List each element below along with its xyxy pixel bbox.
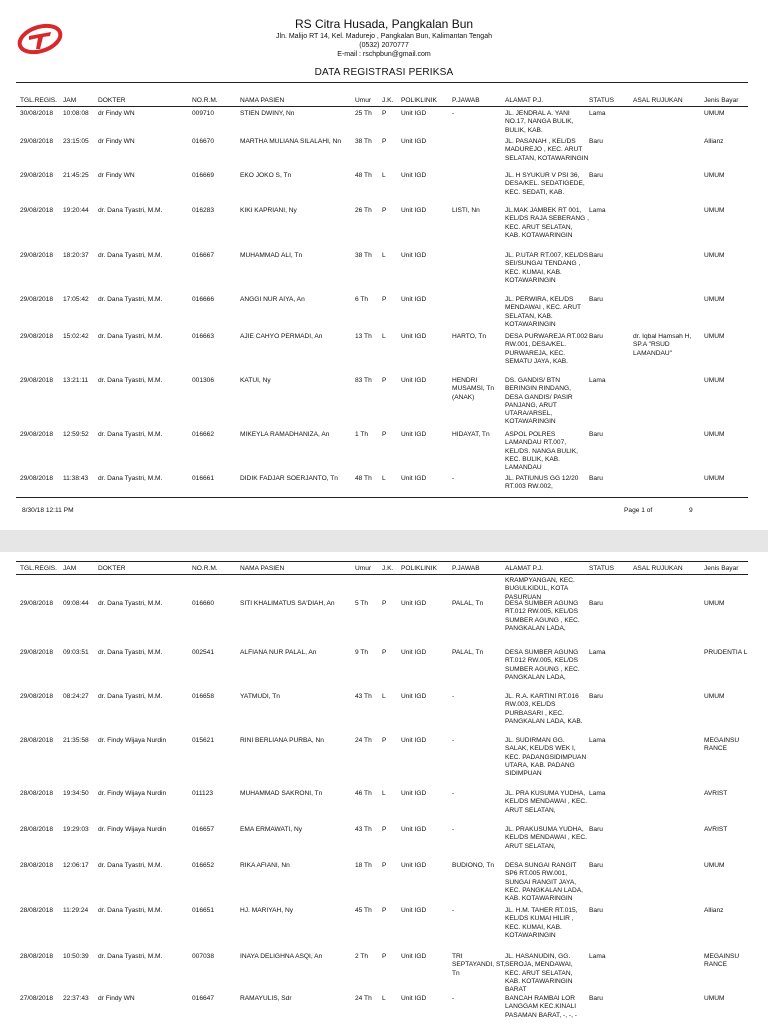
col-jam-cell: 10:50:39	[63, 953, 89, 960]
col-no-rm-cell: 016657	[192, 826, 215, 833]
col-jk-cell: P	[382, 600, 387, 607]
col-dokter-cell: dr. Dana Tyastri, M.M.	[98, 252, 163, 259]
col-dokter-cell: dr Findy WN	[98, 172, 135, 179]
col-dokter-cell: dr. Dana Tyastri, M.M.	[98, 600, 163, 607]
col-tgl-regis-header: TGL.REGIS.	[20, 97, 58, 104]
col-umur-cell: 1 Th	[355, 431, 369, 438]
col-umur-cell: 48 Th	[355, 475, 372, 482]
col-jam-cell: 09:03:51	[63, 649, 89, 656]
col-jk-cell: L	[382, 252, 386, 259]
col-no-rm-cell: 016647	[192, 995, 215, 1002]
top-divider	[16, 561, 748, 562]
col-poliklinik-cell: Unit IGD	[401, 953, 427, 960]
col-jk-cell: L	[382, 333, 386, 340]
col-pjawab-cell: TRI SEPTAYANDI, ST, Tn	[452, 953, 506, 977]
col-asal-rujukan-cell: dr. Iqbal Hamsah H, SP.A "RSUD LAMANDAU"	[633, 333, 692, 357]
col-umur-cell: 48 Th	[355, 172, 372, 179]
col-no-rm-cell: 016660	[192, 600, 215, 607]
col-jam-cell: 19:34:50	[63, 790, 89, 797]
col-pjawab-cell: -	[452, 693, 455, 700]
col-alamat-pj-cell: JL. PRAKUSUMA YUDHA, KEL/DS MENDAWAI , KEC. ARUT SELATAN,	[505, 826, 587, 850]
col-poliklinik-cell: Unit IGD	[401, 693, 427, 700]
col-no-rm-cell: 016667	[192, 252, 215, 259]
col-dokter-cell: dr Findy WN	[98, 138, 135, 145]
col-umur-cell: 5 Th	[355, 600, 369, 607]
col-jam-cell: 21:35:58	[63, 737, 89, 744]
header-divider	[16, 106, 748, 107]
col-status-cell: Baru	[589, 995, 603, 1002]
col-pjawab-header: P.JAWAB	[452, 565, 480, 572]
col-poliklinik-cell: Unit IGD	[401, 172, 427, 179]
col-umur-cell: 2 Th	[355, 953, 369, 960]
col-jk-cell: P	[382, 826, 387, 833]
col-jam-header: JAM	[63, 565, 77, 572]
col-jam-cell: 09:08:44	[63, 600, 89, 607]
col-poliklinik-cell: Unit IGD	[401, 296, 427, 303]
col-tgl-regis-cell: 29/08/2018	[20, 693, 54, 700]
col-umur-cell: 46 Th	[355, 790, 372, 797]
col-umur-header: Umur	[355, 565, 372, 572]
col-pjawab-cell: -	[452, 907, 455, 914]
header-divider	[16, 574, 748, 575]
col-nama-pasien-cell: MUHAMMAD ALI, Tn	[240, 252, 303, 259]
col-status-cell: Baru	[589, 907, 603, 914]
col-nama-pasien-cell: KATUI, Ny	[240, 377, 271, 384]
col-poliklinik-cell: Unit IGD	[401, 138, 427, 145]
col-no-rm-header: NO.R.M.	[192, 565, 218, 572]
col-jenis-bayar-cell: AVRIST	[704, 790, 728, 797]
col-tgl-regis-cell: 29/08/2018	[20, 333, 54, 340]
col-nama-pasien-cell: EKO JOKO S, Tn	[240, 172, 292, 179]
col-nama-pasien-cell: SITI KHALIMATUS SA'DIAH, An	[240, 600, 335, 607]
hospital-name: RS Citra Husada, Pangkalan Bun	[294, 17, 474, 31]
col-no-rm-cell: 016658	[192, 693, 215, 700]
col-poliklinik-cell: Unit IGD	[401, 907, 427, 914]
col-jenis-bayar-cell: UMUM	[704, 431, 725, 438]
col-jk-cell: P	[382, 431, 387, 438]
col-jenis-bayar-cell: UMUM	[704, 110, 725, 117]
col-jenis-bayar-cell: UMUM	[704, 172, 725, 179]
col-jam-cell: 08:24:27	[63, 693, 89, 700]
col-nama-pasien-cell: RINI BERLIANA PURBA, Nn	[240, 737, 324, 744]
col-nama-pasien-cell: YATMUDI, Tn	[240, 693, 280, 700]
col-tgl-regis-cell: 28/08/2018	[20, 907, 54, 914]
col-umur-cell: 45 Th	[355, 907, 372, 914]
col-dokter-cell: dr. Findy Wijaya Nurdin	[98, 790, 167, 797]
col-alamat-pj-cell: BANCAH RAMBAI LOR LANGGAM KEC.KINALI PASAMAN BARAT, -, -, -	[505, 995, 577, 1019]
col-nama-pasien-cell: ALFIANA NUR PALAL, An	[240, 649, 317, 656]
col-jam-cell: 23:15:05	[63, 138, 89, 145]
col-alamat-pj-cell: JL. JENDRAL A. YANI NO.17, NANGA BULIK, BULIK, KAB.	[505, 110, 574, 134]
col-jam-cell: 19:20:44	[63, 207, 89, 214]
col-nama-pasien-cell: MUHAMMAD SAKRONI, Tn	[240, 790, 323, 797]
col-pjawab-cell: BUDIONO, Tn	[452, 862, 495, 869]
col-nama-pasien-cell: EMA ERMAWATI, Ny	[240, 826, 303, 833]
col-jam-cell: 10:08:08	[63, 110, 89, 117]
col-jenis-bayar-cell: UMUM	[704, 207, 725, 214]
col-jenis-bayar-cell: UMUM	[704, 862, 725, 869]
col-alamat-pj-cell: DESA PURWAREJA RT.002 RW.001, DESA/KEL. PURWAREJA, KEC. SEMATU JAYA, KAB.	[505, 333, 588, 365]
col-jam-cell: 12:06:17	[63, 862, 89, 869]
col-alamat-pj-cell: ASPOL POLRES LAMANDAU RT.007, KEL/DS. NANGA BULIK, KEC. BULIK, KAB. LAMANDAU	[505, 431, 578, 472]
col-alamat-pj-cell: JL.MAK JAMBEK RT 001, KEL/DS RAJA SEBERANG , KEC. ARUT SELATAN, KAB. KOTAWARINGIN	[505, 207, 589, 239]
col-status-cell: Lama	[589, 377, 606, 384]
col-no-rm-cell: 016669	[192, 172, 215, 179]
col-asal-rujukan-header: ASAL RUJUKAN	[633, 565, 683, 572]
col-tgl-regis-cell: 27/08/2018	[20, 995, 54, 1002]
col-tgl-regis-header: TGL.REGIS.	[20, 565, 58, 572]
col-alamat-pj-cell: JL. H.M. TAHER RT.015, KEL/DS KUMAI HILIR , KEC. KUMAI, KAB. KOTAWARINGIN	[505, 907, 578, 939]
col-alamat-pj-cell: JL. PASANAH , KEL/DS MADUREJO , KEC. ARUT SELATAN, KOTAWARINGIN	[505, 138, 589, 162]
col-tgl-regis-cell: 28/08/2018	[20, 790, 54, 797]
col-no-rm-cell: 016651	[192, 907, 215, 914]
col-pjawab-cell: -	[452, 995, 455, 1002]
col-no-rm-cell: 001306	[192, 377, 215, 384]
col-tgl-regis-cell: 29/08/2018	[20, 296, 54, 303]
col-dokter-cell: dr Findy WN	[98, 110, 135, 117]
col-umur-cell: 24 Th	[355, 737, 372, 744]
col-pjawab-cell: PALAL, Tn	[452, 649, 484, 656]
page-separator	[0, 530, 768, 552]
col-poliklinik-cell: Unit IGD	[401, 333, 427, 340]
col-poliklinik-cell: Unit IGD	[401, 252, 427, 259]
col-status-cell: Baru	[589, 600, 603, 607]
col-nama-pasien-cell: KIKI KAPRIANI, Ny	[240, 207, 297, 214]
col-jk-cell: P	[382, 953, 387, 960]
col-jenis-bayar-cell: UMUM	[704, 296, 725, 303]
col-status-cell: Lama	[589, 737, 606, 744]
col-jam-cell: 17:05:42	[63, 296, 89, 303]
col-no-rm-cell: 016283	[192, 207, 215, 214]
col-jenis-bayar-cell: UMUM	[704, 693, 725, 700]
col-no-rm-cell: 011123	[192, 790, 214, 797]
col-alamat-pj-cell: JL. PATIUNUS GG 12/20 RT.003 RW.002,	[505, 475, 579, 491]
col-pjawab-cell: -	[452, 110, 455, 117]
col-alamat-pj-cell: JL. PERWIRA, KEL/DS MENDAWAI , KEC. ARUT SELATAN, KAB. KOTAWARINGIN	[505, 296, 581, 328]
col-status-cell: Baru	[589, 333, 603, 340]
col-jk-cell: P	[382, 737, 387, 744]
col-no-rm-cell: 016663	[192, 333, 215, 340]
hospital-phone: (0532) 2070777	[359, 42, 409, 49]
col-asal-rujukan-header: ASAL RUJUKAN	[633, 97, 683, 104]
col-jenis-bayar-cell: Allianz	[704, 907, 724, 914]
col-poliklinik-cell: Unit IGD	[401, 110, 427, 117]
hospital-email: E-mail : rschpbun@gmail.com	[337, 51, 431, 58]
col-umur-cell: 83 Th	[355, 377, 372, 384]
col-poliklinik-cell: Unit IGD	[401, 207, 427, 214]
col-dokter-cell: dr. Dana Tyastri, M.M.	[98, 296, 163, 303]
col-umur-cell: 24 Th	[355, 995, 372, 1002]
col-status-cell: Lama	[589, 207, 606, 214]
col-alamat-pj-cell: DESA SUNGAI RANGIT SP6 RT.005 RW.001, SUNGAI RANGIT JAYA, KEC. PANGKALAN LADA, KAB. KOTAWARINGIN	[505, 862, 583, 903]
hospital-address: Jln. Malijo RT 14, Kel. Madurejo , Pangkalan Bun, Kalimantan Tengah	[276, 33, 492, 40]
col-jenis-bayar-cell: MEGAINSU RANCE	[704, 737, 740, 753]
col-dokter-cell: dr. Dana Tyastri, M.M.	[98, 649, 163, 656]
col-pjawab-cell: -	[452, 737, 455, 744]
col-dokter-cell: dr. Dana Tyastri, M.M.	[98, 333, 163, 340]
col-nama-pasien-cell: RIKA AFIANI, Nn	[240, 862, 290, 869]
col-alamat-pj-cell: JL. SUDIRMAN GG. SALAK, KEL/DS WEK I, KEC. PADANGSIDIMPUAN UTARA, KAB. PADANG SIDIMPUAN	[505, 737, 587, 778]
col-poliklinik-cell: Unit IGD	[401, 475, 427, 482]
col-jenis-bayar-cell: UMUM	[704, 333, 725, 340]
col-no-rm-cell: 016652	[192, 862, 215, 869]
col-status-cell: Lama	[589, 790, 606, 797]
col-nama-pasien-cell: AJIE CAHYO PERMADI, An	[240, 333, 323, 340]
col-status-cell: Baru	[589, 138, 603, 145]
col-pjawab-cell: LISTI, Nn	[452, 207, 480, 214]
col-umur-cell: 13 Th	[355, 333, 372, 340]
col-jenis-bayar-cell: Allianz	[704, 138, 724, 145]
col-status-cell: Lama	[589, 953, 606, 960]
col-nama-pasien-cell: RAMAYULIS, Sdr	[240, 995, 292, 1002]
col-pjawab-cell: HARTO, Tn	[452, 333, 487, 340]
col-alamat-pj-cell: DS. GANDIS/ BTN BERINGIN RINDANG, DESA GANDIS/ PASIR PANJANG, ARUT UTARA/ARSEL, KOTAWARINGIN	[505, 377, 573, 426]
col-jk-cell: P	[382, 377, 387, 384]
col-alamat-pj-cell: DESA SUMBER AGUNG RT.012 RW.005, KEL/DS SUMBER AGUNG , KEC. PANGKALAN LADA,	[505, 649, 580, 681]
col-tgl-regis-cell: 29/08/2018	[20, 377, 54, 384]
col-no-rm-cell: 002541	[192, 649, 215, 656]
col-poliklinik-header: POLIKLINIK	[401, 97, 437, 104]
col-jk-cell: L	[382, 475, 386, 482]
col-jk-cell: P	[382, 649, 387, 656]
col-status-header: STATUS	[589, 97, 615, 104]
document-title: DATA REGISTRASI PERIKSA	[314, 67, 454, 78]
col-umur-cell: 38 Th	[355, 138, 372, 145]
col-jenis-bayar-header: Jenis Bayar	[704, 565, 739, 572]
col-dokter-cell: dr Findy WN	[98, 995, 135, 1002]
col-jam-cell: 21:45:25	[63, 172, 89, 179]
col-pjawab-header: P.JAWAB	[452, 97, 480, 104]
col-alamat-pj-header: ALAMAT P.J.	[505, 97, 544, 104]
col-alamat-pj-cell: JL. HASANUDIN, GG. SEROJA, MENDAWAI, KEC. ARUT SELATAN, KAB. KOTAWARINGIN BARAT	[505, 953, 573, 994]
col-tgl-regis-cell: 29/08/2018	[20, 475, 54, 482]
col-status-header: STATUS	[589, 565, 615, 572]
print-datetime: 8/30/18 12:11 PM	[22, 507, 74, 514]
col-dokter-cell: dr. Dana Tyastri, M.M.	[98, 377, 163, 384]
col-alamat-pj-header: ALAMAT P.J.	[505, 565, 544, 572]
col-status-cell: Baru	[589, 862, 603, 869]
col-poliklinik-cell: Unit IGD	[401, 862, 427, 869]
col-jenis-bayar-cell: UMUM	[704, 995, 725, 1002]
col-no-rm-cell: 015621	[192, 737, 215, 744]
col-status-cell: Baru	[589, 693, 603, 700]
col-jenis-bayar-cell: UMUM	[704, 475, 725, 482]
col-jk-cell: P	[382, 138, 387, 145]
col-jk-cell: L	[382, 790, 386, 797]
col-jk-cell: P	[382, 207, 387, 214]
col-jk-cell: P	[382, 907, 387, 914]
col-no-rm-cell: 009710	[192, 110, 215, 117]
col-status-cell: Baru	[589, 475, 603, 482]
col-nama-pasien-cell: HJ. MARIYAH, Ny	[240, 907, 293, 914]
col-tgl-regis-cell: 29/08/2018	[20, 431, 54, 438]
page-label: Page 1 of	[624, 507, 653, 514]
col-dokter-header: DOKTER	[98, 565, 126, 572]
col-pjawab-cell: -	[452, 475, 455, 482]
col-jam-cell: 19:29:03	[63, 826, 89, 833]
col-tgl-regis-cell: 29/08/2018	[20, 138, 54, 145]
col-jk-header: J.K.	[382, 565, 394, 572]
col-no-rm-cell: 016661	[192, 475, 215, 482]
col-dokter-cell: dr. Dana Tyastri, M.M.	[98, 431, 163, 438]
col-jenis-bayar-cell: MEGAINSU RANCE	[704, 953, 740, 969]
col-umur-cell: 6 Th	[355, 296, 369, 303]
col-nama-pasien-cell: MIKEYLA RAMADHANIZA, An	[240, 431, 330, 438]
col-umur-cell: 18 Th	[355, 862, 372, 869]
col-jam-cell: 22:37:43	[63, 995, 89, 1002]
col-nama-pasien-cell: INAYA DELIGHNA ASQI, An	[240, 953, 323, 960]
col-no-rm-cell: 007038	[192, 953, 215, 960]
col-jk-header: J.K.	[382, 97, 394, 104]
col-alamat-pj-cell: JL. PRA KUSUMA YUDHA, KEL/DS MENDAWAI , KEC. ARUT SELATAN,	[505, 790, 587, 814]
col-nama-pasien-cell: MARTHA MULIANA SILALAHI, Nn	[240, 138, 342, 145]
col-nama-pasien-cell: STIEN DWINY, Nn	[240, 110, 295, 117]
col-jam-cell: 13:21:11	[63, 377, 89, 384]
col-dokter-cell: dr. Dana Tyastri, M.M.	[98, 862, 163, 869]
col-umur-cell: 9 Th	[355, 649, 369, 656]
col-jk-cell: L	[382, 995, 386, 1002]
col-umur-cell: 26 Th	[355, 207, 372, 214]
col-nama-pasien-header: NAMA PASIEN	[240, 97, 285, 104]
report-page-2	[0, 552, 768, 1024]
col-dokter-header: DOKTER	[98, 97, 126, 104]
carry-over-address: KRAMPYANGAN, KEC. BUGULKIDUL, KOTA PASURUAN	[505, 577, 575, 601]
col-jam-cell: 15:02:42	[63, 333, 89, 340]
col-jam-header: JAM	[63, 97, 77, 104]
col-tgl-regis-cell: 30/08/2018	[20, 110, 54, 117]
col-jam-cell: 12:59:52	[63, 431, 89, 438]
col-tgl-regis-cell: 29/08/2018	[20, 649, 54, 656]
col-umur-header: Umur	[355, 97, 372, 104]
col-jk-cell: P	[382, 296, 387, 303]
col-nama-pasien-cell: ANGGI NUR AIYA, An	[240, 296, 305, 303]
col-pjawab-cell: -	[452, 826, 455, 833]
col-no-rm-header: NO.R.M.	[192, 97, 218, 104]
col-poliklinik-header: POLIKLINIK	[401, 565, 437, 572]
col-dokter-cell: dr. Dana Tyastri, M.M.	[98, 475, 163, 482]
col-status-cell: Baru	[589, 431, 603, 438]
col-pjawab-cell: HIDAYAT, Tn	[452, 431, 490, 438]
col-jk-cell: P	[382, 110, 387, 117]
col-status-cell: Lama	[589, 649, 606, 656]
col-dokter-cell: dr. Dana Tyastri, M.M.	[98, 693, 163, 700]
col-status-cell: Baru	[589, 296, 603, 303]
col-status-cell: Baru	[589, 826, 603, 833]
col-jenis-bayar-header: Jenis Bayar	[704, 97, 739, 104]
col-poliklinik-cell: Unit IGD	[401, 995, 427, 1002]
col-jam-cell: 11:38:43	[63, 475, 89, 482]
col-umur-cell: 43 Th	[355, 693, 372, 700]
col-tgl-regis-cell: 29/08/2018	[20, 172, 54, 179]
col-tgl-regis-cell: 28/08/2018	[20, 953, 54, 960]
col-jenis-bayar-cell: UMUM	[704, 377, 725, 384]
col-jam-cell: 11:29:24	[63, 907, 89, 914]
col-jenis-bayar-cell: UMUM	[704, 600, 725, 607]
col-umur-cell: 25 Th	[355, 110, 372, 117]
col-tgl-regis-cell: 28/08/2018	[20, 862, 54, 869]
col-no-rm-cell: 016662	[192, 431, 215, 438]
col-poliklinik-cell: Unit IGD	[401, 790, 427, 797]
col-poliklinik-cell: Unit IGD	[401, 737, 427, 744]
col-nama-pasien-header: NAMA PASIEN	[240, 565, 285, 572]
col-dokter-cell: dr. Dana Tyastri, M.M.	[98, 953, 163, 960]
col-pjawab-cell: HENDRI MUSAMSI, Tn (ANAK)	[452, 377, 495, 401]
col-pjawab-cell: PALAL, Tn	[452, 600, 484, 607]
col-poliklinik-cell: Unit IGD	[401, 377, 427, 384]
col-pjawab-cell: -	[452, 790, 455, 797]
col-nama-pasien-cell: DIDIK FADJAR SOERJANTO, Tn	[240, 475, 338, 482]
col-alamat-pj-cell: JL. H SYUKUR V PSI 36, DESA/KEL. SEDATIGEDE, KEC. SEDATI, KAB.	[505, 172, 585, 196]
col-poliklinik-cell: Unit IGD	[401, 431, 427, 438]
col-status-cell: Lama	[589, 110, 606, 117]
col-tgl-regis-cell: 28/08/2018	[20, 826, 54, 833]
col-jk-cell: P	[382, 862, 387, 869]
col-alamat-pj-cell: JL. P.UTAR RT.007, KEL/DS SEI/SUNGAI TENDANG , KEC. KUMAI, KAB. KOTAWARINGIN	[505, 252, 589, 284]
col-poliklinik-cell: Unit IGD	[401, 649, 427, 656]
col-poliklinik-cell: Unit IGD	[401, 600, 427, 607]
col-no-rm-cell: 016670	[192, 138, 215, 145]
col-status-cell: Baru	[589, 252, 603, 259]
col-umur-cell: 43 Th	[355, 826, 372, 833]
col-tgl-regis-cell: 28/08/2018	[20, 737, 54, 744]
col-dokter-cell: dr. Findy Wijaya Nurdin	[98, 737, 167, 744]
col-dokter-cell: dr. Dana Tyastri, M.M.	[98, 907, 163, 914]
footer-divider	[16, 497, 748, 498]
col-tgl-regis-cell: 29/08/2018	[20, 600, 54, 607]
col-dokter-cell: dr. Dana Tyastri, M.M.	[98, 207, 163, 214]
col-jk-cell: L	[382, 693, 386, 700]
col-poliklinik-cell: Unit IGD	[401, 826, 427, 833]
col-alamat-pj-cell: DESA SUMBER AGUNG RT.012 RW.005, KEL/DS SUMBER AGUNG , KEC. PANGKALAN LADA,	[505, 600, 580, 632]
page-total: 9	[689, 507, 693, 514]
col-jam-cell: 18:20:37	[63, 252, 89, 259]
col-tgl-regis-cell: 29/08/2018	[20, 252, 54, 259]
title-divider	[16, 82, 748, 83]
col-alamat-pj-cell: JL. R.A. KARTINI RT.016 RW.003, KEL/DS PURBASARI , KEC. PANGKALAN LADA, KAB.	[505, 693, 583, 725]
col-status-cell: Baru	[589, 172, 603, 179]
col-jk-cell: L	[382, 172, 386, 179]
col-no-rm-cell: 016666	[192, 296, 215, 303]
col-jenis-bayar-cell: UMUM	[704, 252, 725, 259]
col-umur-cell: 38 Th	[355, 252, 372, 259]
col-tgl-regis-cell: 29/08/2018	[20, 207, 54, 214]
col-dokter-cell: dr. Findy Wijaya Nurdin	[98, 826, 167, 833]
col-jenis-bayar-cell: AVRIST	[704, 826, 728, 833]
col-jenis-bayar-cell: PRUDENTIA L	[704, 649, 748, 656]
